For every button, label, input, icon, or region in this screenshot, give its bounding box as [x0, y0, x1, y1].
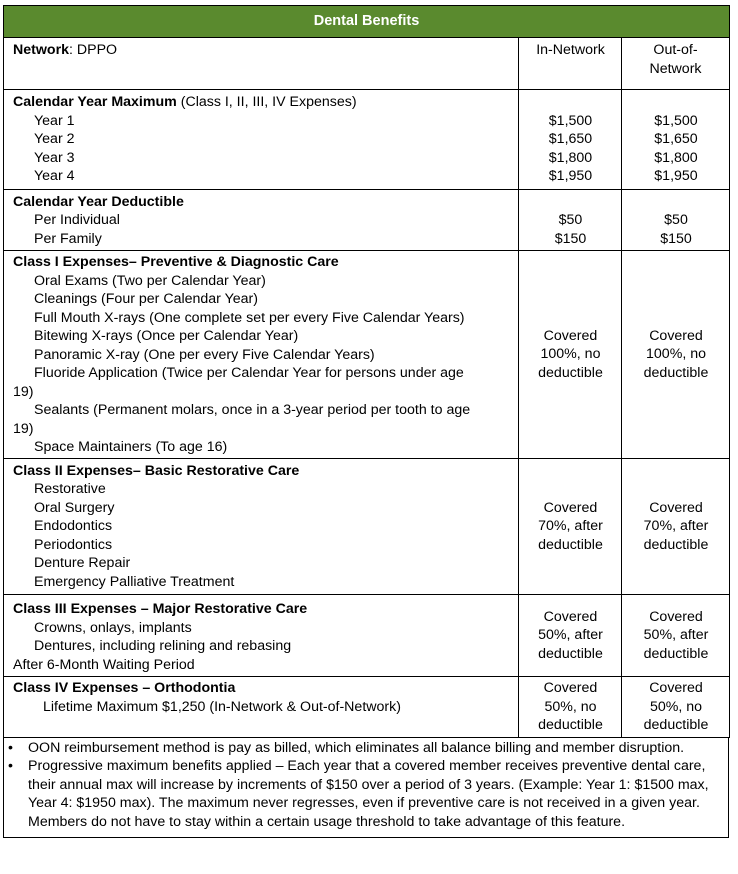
class-iv-out-coverage: Covered — [649, 680, 703, 696]
class-iii-out-coverage: deductible — [643, 645, 709, 662]
ded-out-value: $150 — [660, 230, 692, 247]
class-iii-item: Dentures, including relining and rebasing — [34, 638, 292, 654]
dental-benefits-table-wrapper — [3, 5, 729, 838]
footnote-text: OON reimbursement method is pay as billed, which eliminates all balance billing and member disruption. — [28, 739, 685, 756]
class-iii-out-coverage: 50%, after — [643, 627, 709, 644]
network-value: DPPO — [76, 42, 118, 58]
calendar-year-deductible-row — [4, 189, 730, 251]
class-ii-item: Restorative — [34, 481, 106, 497]
class-i-item: Panoramic X-ray (One per every Five Calendar Years) — [34, 346, 375, 363]
class-i-row — [4, 251, 730, 459]
class-iii-footer: After 6-Month Waiting Period — [13, 656, 195, 673]
class-i-item: Space Maintainers (To age 16) — [34, 439, 228, 455]
class-ii-out-coverage: 70%, after — [643, 518, 709, 534]
footnote-item — [8, 757, 724, 831]
class-iii-in-coverage: Covered — [543, 608, 598, 625]
cym-out-value: $1,800 — [654, 149, 698, 166]
class-i-item-wrap: 19) — [13, 420, 34, 437]
table-title: Dental Benefits — [4, 6, 730, 38]
ded-in-value: $150 — [554, 230, 587, 247]
class-i-in-coverage: deductible — [538, 364, 603, 381]
class-ii-item: Oral Surgery — [34, 499, 115, 516]
class-iv-in-coverage: deductible — [538, 717, 603, 733]
bullet-icon: • — [8, 739, 13, 756]
ded-item: Per Individual — [34, 212, 120, 228]
dental-benefits-table — [3, 5, 730, 738]
class-iv-row — [4, 677, 730, 738]
class-i-item: Fluoride Application (Twice per Calendar Year for persons under age — [34, 365, 464, 381]
class-ii-title: Class II Expenses– Basic Restorative Care — [13, 462, 300, 479]
ded-out-value: $50 — [664, 212, 688, 228]
out-network-header: Out-of-Network — [622, 38, 730, 90]
class-i-in-coverage: 100%, no — [540, 346, 601, 362]
class-i-out-coverage: Covered — [649, 327, 703, 344]
network-label: Network — [13, 42, 69, 58]
ded-in-value: $50 — [558, 212, 583, 228]
bullet-icon: • — [8, 758, 13, 774]
cym-in-value: $1,800 — [548, 149, 593, 166]
class-ii-in-coverage: Covered — [543, 499, 598, 516]
cym-note: (Class I, II, III, IV Expenses) — [180, 94, 357, 110]
class-iv-item: Lifetime Maximum $1,250 (In-Network & Out-of-Network) — [43, 698, 401, 715]
class-i-item: Full Mouth X-rays (One complete set per every Five Calendar Years) — [34, 309, 465, 326]
cym-item: Year 4 — [34, 168, 75, 184]
class-ii-item: Denture Repair — [34, 555, 131, 571]
cym-out-value: $1,500 — [654, 112, 698, 129]
cym-item: Year 1 — [34, 112, 75, 129]
class-iii-in-coverage: deductible — [538, 645, 603, 662]
cym-title: Calendar Year Maximum — [13, 94, 177, 110]
cym-out-value: $1,950 — [654, 168, 698, 184]
class-ii-item: Emergency Palliative Treatment — [34, 573, 235, 590]
class-i-out-coverage: deductible — [643, 364, 709, 381]
class-ii-out-coverage: Covered — [649, 499, 703, 516]
cym-out-value: $1,650 — [654, 131, 698, 147]
class-i-item: Cleanings (Four per Calendar Year) — [34, 291, 258, 307]
footnotes — [3, 738, 729, 839]
class-ii-in-coverage: 70%, after — [538, 518, 603, 534]
ded-title: Calendar Year Deductible — [13, 193, 184, 210]
class-iv-in-coverage: Covered — [543, 680, 598, 696]
class-ii-item: Endodontics — [34, 518, 113, 534]
class-i-item: Bitewing X-rays (Once per Calendar Year) — [34, 328, 299, 344]
class-i-in-coverage: Covered — [543, 327, 598, 344]
class-iv-out-coverage: deductible — [643, 717, 709, 733]
class-iv-out-coverage: 50%, no — [649, 698, 703, 715]
class-iii-out-coverage: Covered — [649, 608, 703, 625]
class-iii-item: Crowns, onlays, implants — [34, 619, 192, 636]
cym-in-value: $1,950 — [548, 168, 593, 184]
footnote-item — [8, 739, 724, 758]
cym-item: Year 2 — [34, 131, 75, 147]
cym-in-value: $1,500 — [548, 112, 593, 129]
footnote-text: Progressive maximum benefits applied – Each year that a covered member receives preventive dental care, their annual max will increase by increments of $150 over a period of 3 years. (Example: Year 1: $1500 max, Year 4: $1950 max). The maximum never regresses, even if preventive care is not received in a given year. Members do not have to stay within a certain usage threshold to take advantage of this feature. — [28, 758, 709, 830]
network-row: Network: DPPO In-Network Out-of-Network — [4, 38, 730, 90]
class-i-out-coverage: 100%, no — [646, 346, 706, 362]
cym-in-value: $1,650 — [548, 131, 593, 147]
class-i-item: Sealants (Permanent molars, once in a 3-year period per tooth to age — [34, 402, 471, 418]
class-i-item: Oral Exams (Two per Calendar Year) — [34, 272, 266, 289]
cym-item: Year 3 — [34, 149, 75, 166]
calendar-year-maximum-row — [4, 90, 730, 190]
class-iii-row — [4, 595, 730, 677]
class-ii-item: Periodontics — [34, 536, 113, 553]
ded-item: Per Family — [34, 230, 102, 247]
class-ii-out-coverage: deductible — [643, 536, 709, 553]
class-iii-in-coverage: 50%, after — [538, 627, 603, 644]
class-ii-in-coverage: deductible — [538, 536, 603, 553]
class-ii-row — [4, 458, 730, 595]
class-i-item-wrap: 19) — [13, 383, 34, 400]
class-iv-title: Class IV Expenses – Orthodontia — [13, 680, 236, 696]
class-i-title: Class I Expenses– Preventive & Diagnostic Care — [13, 254, 339, 270]
in-network-header: In-Network — [519, 38, 622, 90]
class-iii-title: Class III Expenses – Major Restorative Care — [13, 601, 308, 617]
class-iv-in-coverage: 50%, no — [544, 698, 597, 715]
